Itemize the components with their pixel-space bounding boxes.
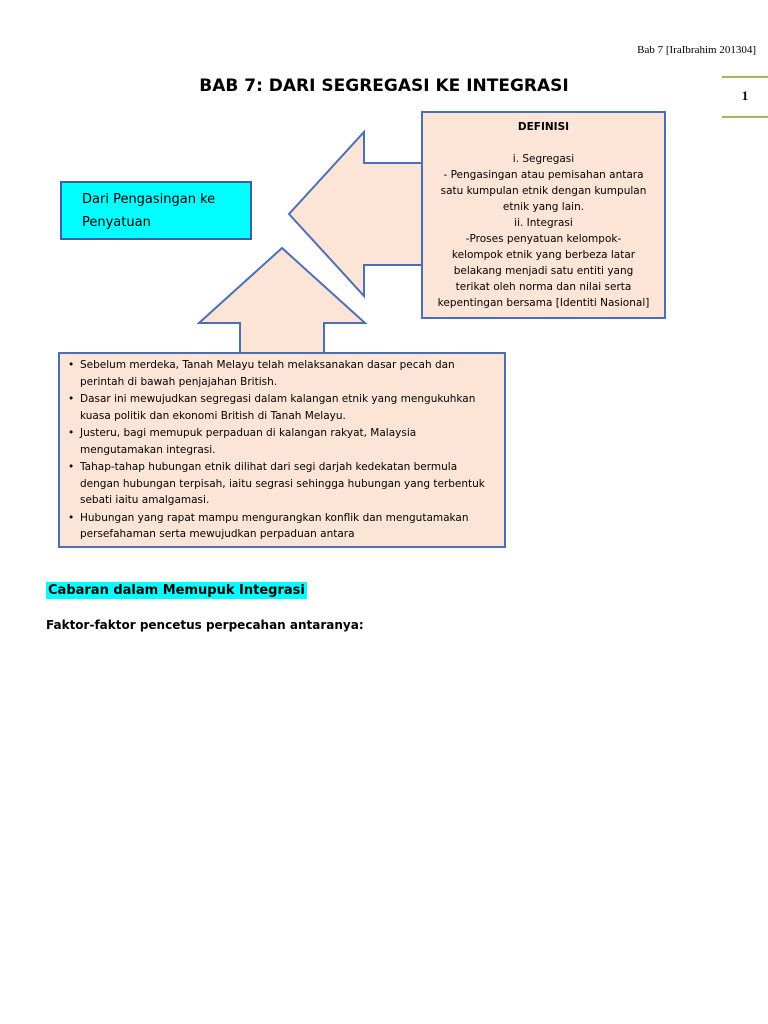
sub-heading: Faktor-faktor pencetus perpecahan antaranya: [46,618,364,632]
list-item: • Sebelum merdeka, Tanah Melayu telah melaksanakan dasar pecah dan perintah di bawah penjajahan British. [68,357,496,390]
list-item: • Justeru, bagi memupuk perpaduan di kalangan rakyat, Malaysia mengutamakan integrasi. [68,425,496,458]
definition-line: satu kumpulan etnik dengan kumpulan [440,185,647,197]
bullet-list [68,357,496,543]
page-number: 1 [741,88,749,103]
list-item: • Dasar ini mewujudkan segregasi dalam kalangan etnik yang mengukuhkan kuasa politik dan ekonomi British di Tanah Melayu. [68,391,496,424]
list-item: • Tahap-tahap hubungan etnik dilihat dari segi darjah kedekatan bermula dengan hubungan terpisah, iaitu segrasi sehingga hubungan yang terbentuk sebati iaitu amalgamasi. [68,459,496,509]
definition-line: terikat oleh norma dan nilai serta [455,281,632,293]
center-concept-line-1: Dari Pengasingan ke [82,192,216,207]
definition-heading: DEFINISI [517,121,570,133]
page-title: BAB 7: DARI SEGREGASI KE INTEGRASI [199,76,569,96]
definition-box [421,111,666,319]
bullet-list-box [58,352,506,548]
center-concept-box [60,181,252,240]
definition-line: belakang menjadi satu entiti yang [453,265,634,277]
definition-line: etnik yang lain. [502,201,585,213]
definition-line: ii. Integrasi [514,217,573,229]
definition-line: kelompok etnik yang berbeza latar [451,249,636,261]
definition-line: kepentingan bersama [Identiti Nasional] [437,297,650,309]
list-item: • Hubungan yang rapat mampu mengurangkan konflik dan mengutamakan persefahaman serta mewujudkan perpaduan antara [68,510,496,543]
definition-line: -Proses penyatuan kelompok- [465,233,622,245]
header-reference: Bab 7 [IraIbrahim 201304] [637,44,756,56]
definition-line: i. Segregasi [512,153,575,165]
center-concept-line-2: Penyatuan [82,215,151,230]
definition-line: - Pengasingan atau pemisahan antara [443,169,644,181]
section-heading: Cabaran dalam Memupuk Integrasi [48,583,305,598]
